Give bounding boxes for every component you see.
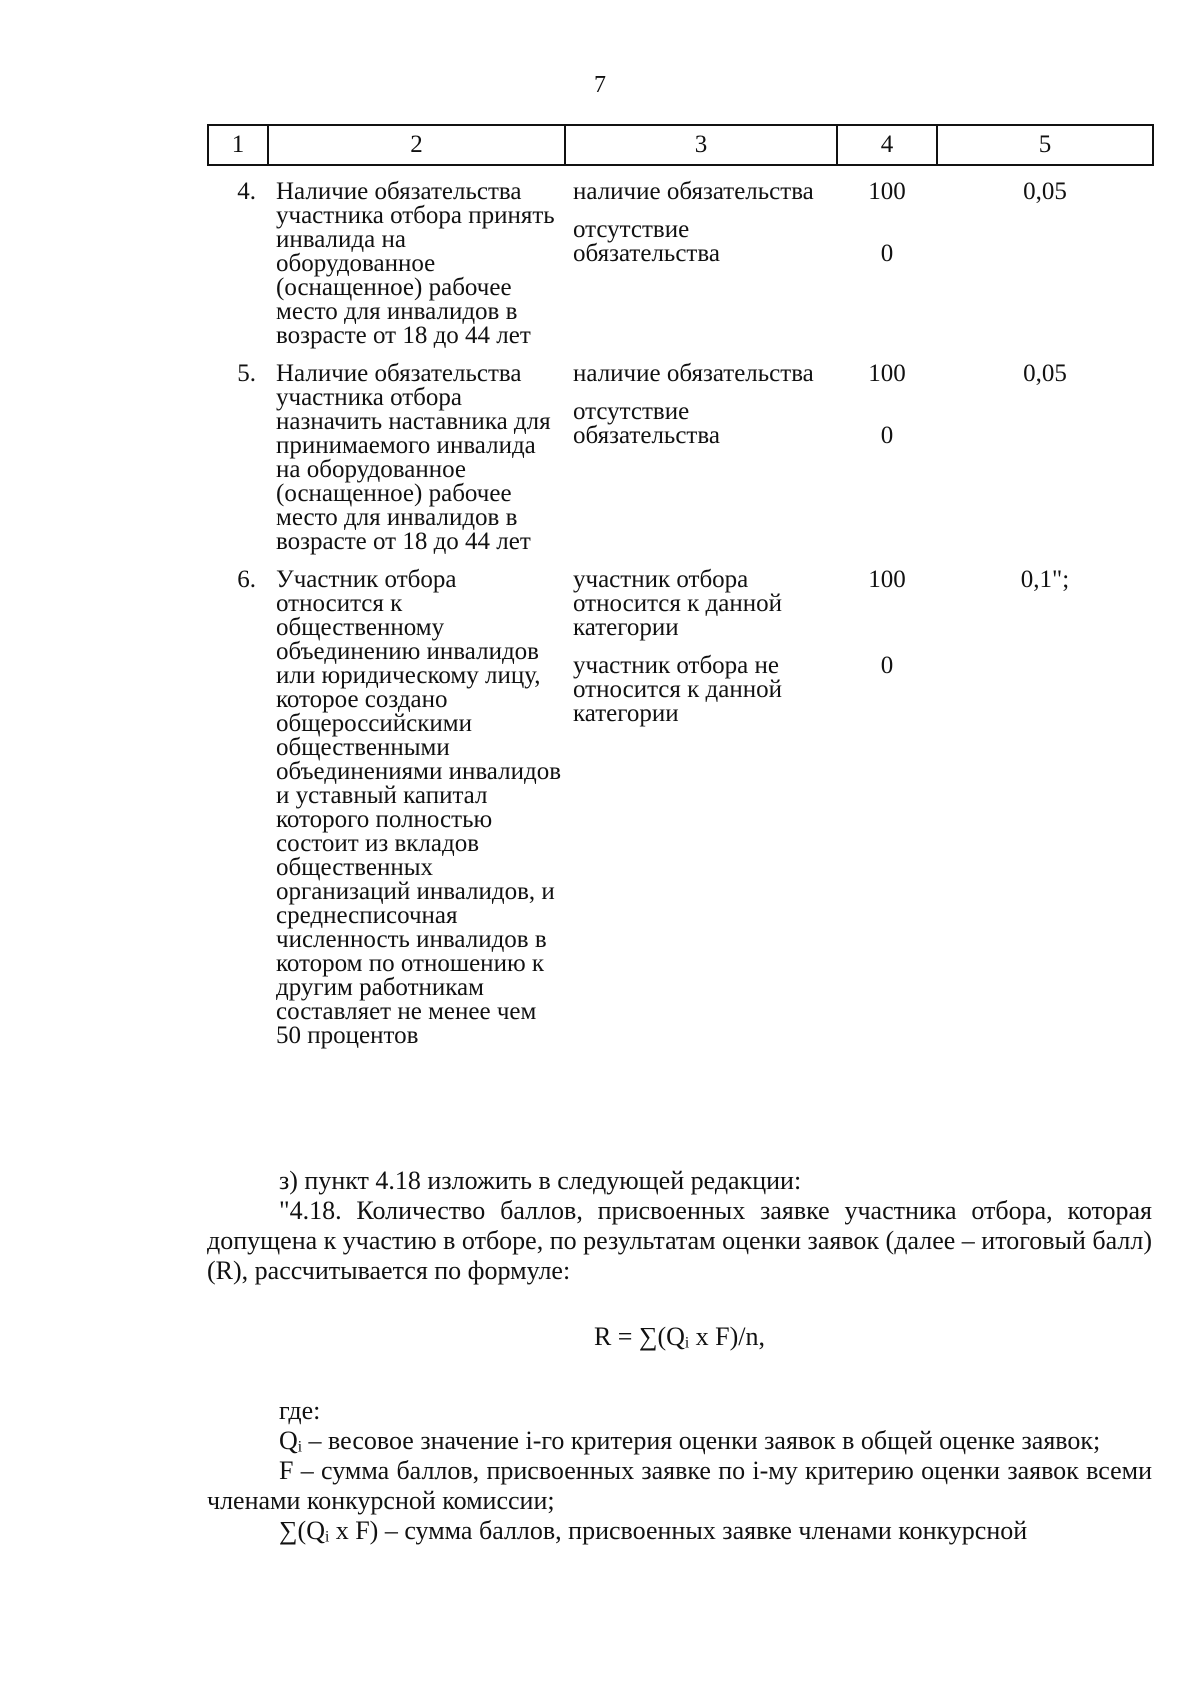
criterion-text: Наличие обязательства участника отбора назначить наставника для принимаемого инвалида на оборудованное (оснащенное) рабочее место для инвалидов в возрасте от 18 до 44 лет — [276, 360, 551, 555]
scores-cell — [837, 568, 937, 1048]
row-number: 6. — [237, 566, 256, 593]
option-text: участник отбора не относится к данной категории — [573, 652, 782, 727]
column-header: 5 — [937, 125, 1153, 165]
definition-f: F – сумма баллов, присвоенных заявке по i-му критерию оценки заявок всеми членами конкурсной комиссии; — [207, 1456, 1152, 1515]
criteria-table — [207, 124, 1154, 1048]
criterion-text: Наличие обязательства участника отбора принять инвалида на оборудованное (оснащенное) рабочее место для инвалидов в возрасте от 18 до 44 лет — [276, 178, 555, 349]
weight-value: 0,05 — [1023, 178, 1067, 205]
option-text: наличие обязательства — [573, 178, 814, 205]
column-header: 3 — [565, 125, 837, 165]
options-cell — [565, 180, 837, 348]
formula: R = ∑(Qᵢ x F)/n, — [593, 1322, 766, 1351]
table-row — [208, 180, 1153, 348]
page-number: 7 — [594, 72, 606, 98]
weight-value: 0,05 — [1023, 360, 1067, 387]
table-row — [208, 568, 1153, 1048]
column-header: 2 — [268, 125, 565, 165]
options-cell — [565, 568, 837, 1048]
clause-4-18: "4.18. Количество баллов, присвоенных заявке участника отбора, которая допущена к участию в отборе, по результатам оценки заявок (далее – итоговый балл) (R), рассчитывается по формуле: — [207, 1196, 1152, 1285]
score-value: 0 — [880, 240, 894, 267]
scores-cell — [837, 362, 937, 554]
option-text: наличие обязательства — [573, 360, 814, 387]
score-value: 100 — [868, 566, 906, 593]
definition-q: Qᵢ – весовое значение i-го критерия оценки заявок в общей оценке заявок; — [279, 1426, 1101, 1455]
amendment-intro: з) пункт 4.18 изложить в следующей редакции: — [279, 1166, 802, 1195]
option-text: отсутствие обязательства — [573, 216, 720, 267]
scores-cell — [837, 180, 937, 348]
score-value: 100 — [868, 178, 906, 205]
row-number: 4. — [237, 178, 256, 205]
option-text: участник отбора относится к данной категории — [573, 566, 782, 641]
table-header-row — [208, 125, 1153, 165]
column-header: 1 — [208, 125, 268, 165]
score-value: 100 — [868, 360, 906, 387]
option-text: отсутствие обязательства — [573, 398, 720, 449]
options-cell — [565, 362, 837, 554]
weight-value: 0,1"; — [1020, 566, 1070, 593]
row-number: 5. — [237, 360, 256, 387]
criterion-text: Участник отбора относится к общественному объединению инвалидов или юридическому лицу, которое создано общероссийскими общественными объединениями инвалидов и уставный капитал которого полностью состоит из вкладов общественных организаций инвалидов, и среднесписочная численность инвалидов в котором по отношению к другим работникам составляет не менее чем 50 процентов — [276, 566, 561, 1049]
score-value: 0 — [880, 422, 894, 449]
column-header: 4 — [837, 125, 937, 165]
definition-sum: ∑(Qᵢ x F) – сумма баллов, присвоенных заявке членами конкурсной — [279, 1516, 1028, 1545]
where-label: где: — [279, 1396, 321, 1425]
body-text — [207, 1166, 1152, 1546]
score-value: 0 — [880, 652, 894, 679]
table-row — [208, 362, 1153, 554]
